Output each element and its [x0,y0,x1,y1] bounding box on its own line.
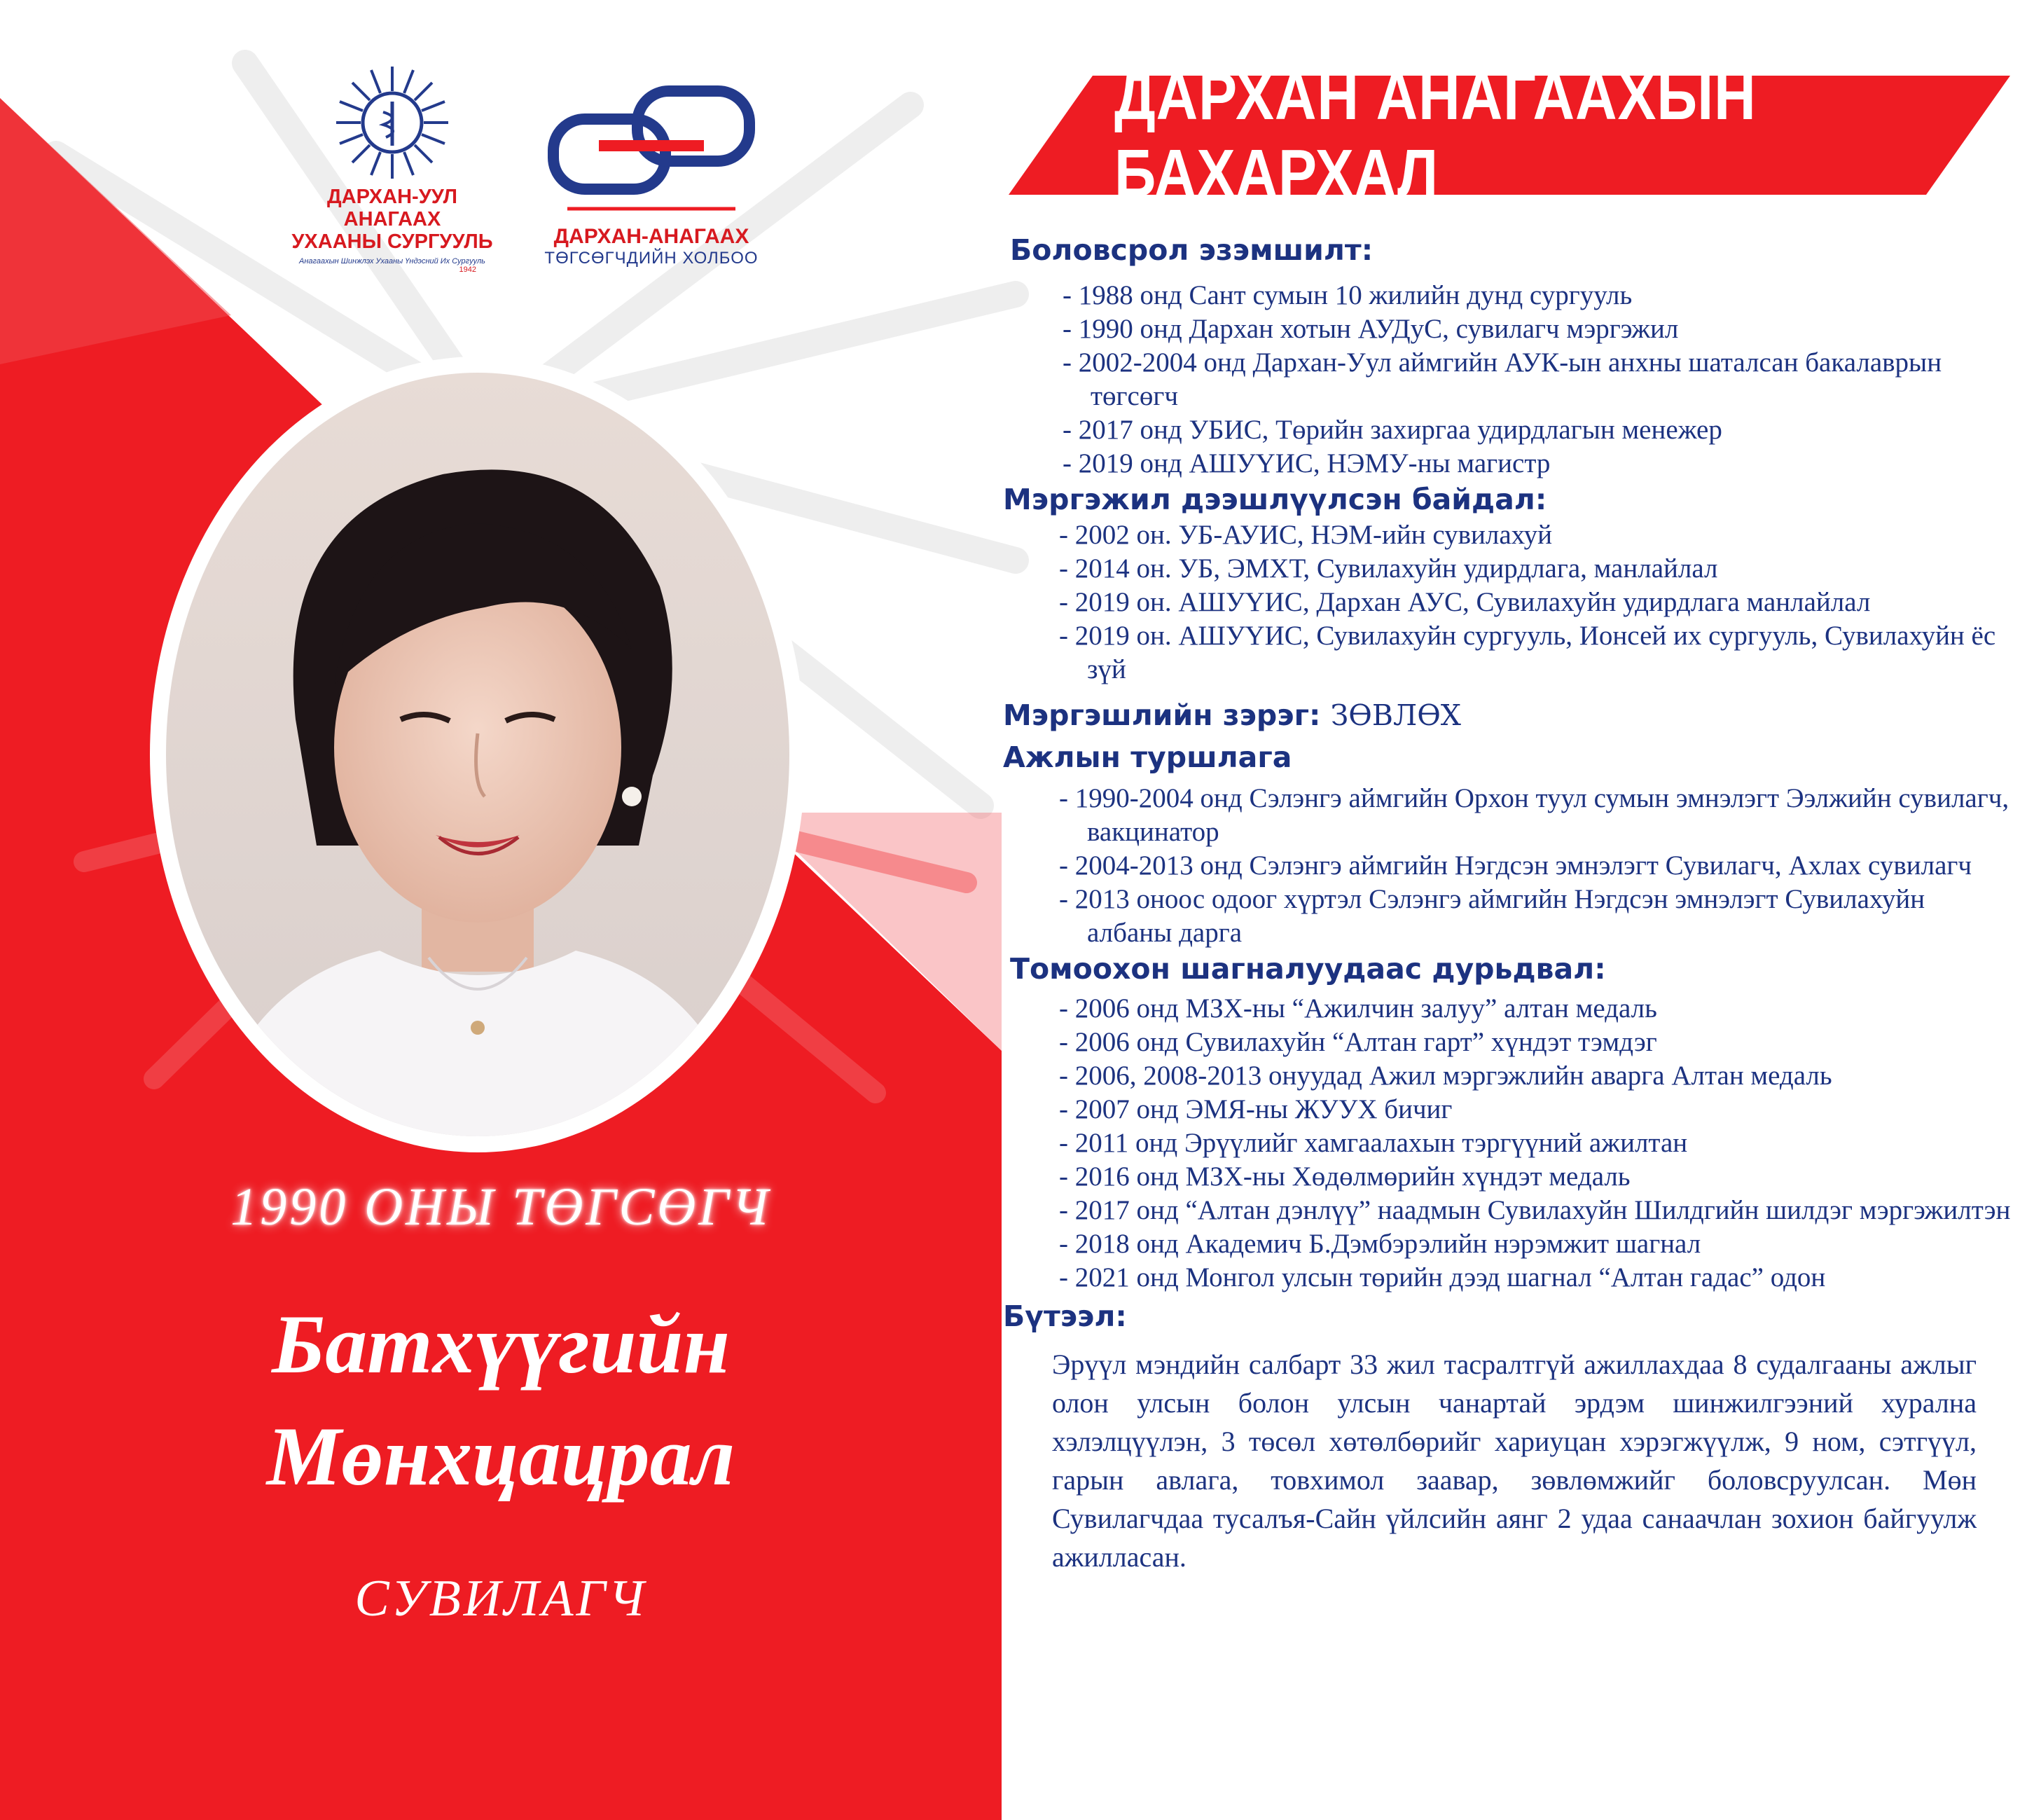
association-name-line1: ДАРХАН-АНАГААХ [553,225,749,248]
page-title: ДАРХАН АНАГААХЫН БАХАРХАЛ [1114,59,1757,211]
list-item: - 2016 онд МЗХ-ны Хөдөлмөрийн хүндэт медаль [1059,1161,1631,1192]
awards-list [1003,992,2012,1295]
list-item: - 2002-2004 онд Дархан-Уул аймгийн АУК-ын анхны шаталсан бакалаврын төгсөгч [1063,347,1942,411]
works-heading: Бүтээл: [1003,1299,1127,1333]
list-item: - 1990-2004 онд Сэлэнгэ аймгийн Орхон туул сумын эмнэлэгт Ээлжийн сувилагч, вакцинатор [1059,783,2009,847]
portrait-photo [148,355,807,1154]
list-item: - 2006 онд МЗХ-ны “Ажилчин залуу” алтан медаль [1059,993,1657,1023]
rank-label: Мэргэшлийн зэрэг: [1003,698,1321,732]
school-logo [280,63,504,274]
biography-content [1003,231,2012,1576]
person-name-first-line: Батхүүгийн [272,1297,730,1391]
training-list [1003,518,2012,687]
education-heading: Боловсрол эзэмшилт: [1010,233,1374,267]
experience-heading: Ажлын туршлага [1003,740,1292,774]
list-item: - 2018 онд Академич Б.Дэмбэрэлийн нэрэмжит шагнал [1059,1229,1701,1259]
works-paragraph: Эрүүл мэндийн салбарт 33 жил тасралтгүй ажиллахдаа 8 судалгааны ажлыг олон улсын болон улсын чанартай эрдэм шинжилгээний хурална хэлэлцүүлэн, 3 төсөл хөтөлбөрийг хариуцан хэрэгжүүлж, 9 ном, сэтгүүл, гарын авлага, товхимол заавар, зөвлөмжийг боловсруулсан. Мөн Сувилагчдаа тусалъя-Сайн үйлсийн аянг 2 удаа санаачлан зохион байгуулж ажилласан. [1052,1349,1977,1573]
list-item: - 2013 оноос одоог хүртэл Сэлэнгэ аймгийн Нэгдсэн эмнэлэгт Сувилахуйн албаны дарга [1059,884,1925,948]
association-logo [532,84,770,268]
list-item: - 2019 он. АШУҮИС, Сувилахуйн сургууль, Ионсей их сургууль, Сувилахуйн ёс зүй [1059,621,1996,684]
graduate-year-label: 1990 ОНЫ ТӨГСӨГЧ [230,1178,771,1236]
rank-value: ЗӨВЛӨХ [1330,698,1461,732]
person-name-second-line: Мөнхцацрал [266,1409,735,1503]
rank-line [1003,696,2012,734]
list-item: - 1988 онд Сант сумын 10 жилийн дунд сургууль [1063,280,1633,310]
list-item: - 1990 онд Дархан хотын АУДуС, сувилагч мэргэжил [1063,314,1679,344]
list-item: - 2019 онд АШУҮИС, НЭМУ-ны магистр [1063,448,1551,478]
school-name-line2: УХААНЫ СУРГУУЛЬ [291,230,493,253]
awards-heading: Томоохон шагналуудаас дурьдвал: [1010,952,1606,986]
list-item: - 2017 онд УБИС, Төрийн захиргаа удирдлагын менежер [1063,415,1722,445]
occupation-label: СУВИЛАГЧ [354,1570,647,1627]
list-item: - 2006 онд Сувилахуйн “Алтан гарт” хүндэт тэмдэг [1059,1027,1657,1057]
list-item: - 2006, 2008-2013 онуудад Ажил мэргэжлийн аварга Алтан медаль [1059,1061,1832,1091]
education-list [1003,279,2012,481]
association-name-line2: ТӨГСӨГЧДИЙН ХОЛБОО [544,249,759,268]
school-emblem-icon [333,63,452,182]
list-item: - 2014 он. УБ, ЭМХТ, Сувилахуйн удирдлага, манлайлал [1059,553,1718,584]
training-heading: Мэргэжил дээшлүүлсэн байдал: [1003,483,1547,516]
school-subtitle: Анагаахын Шинжлэх Ухааны Үндэсний Их Сургууль [299,257,485,266]
chain-link-icon [546,84,756,217]
list-item: - 2019 он. АШУҮИС, Дархан АУС, Сувилахуйн удирдлага манлайлал [1059,587,1871,617]
list-item: - 2007 онд ЭМЯ-ны ЖУУХ бичиг [1059,1094,1453,1124]
school-year: 1942 [459,266,476,274]
experience-list [1003,782,2012,950]
list-item: - 2011 онд Эрүүлийг хамгаалахын тэргүүний ажилтан [1059,1128,1688,1158]
school-name-line1: ДАРХАН-УУЛ АНАГААХ [326,186,458,230]
list-item: - 2021 онд Монгол улсын төрийн дээд шагнал “Алтан гадас” одон [1059,1262,1826,1292]
list-item: - 2017 онд “Алтан дэнлүү” наадмын Сувилахуйн Шилдгийн шилдэг мэргэжилтэн [1059,1195,2011,1225]
list-item: - 2004-2013 онд Сэлэнгэ аймгийн Нэгдсэн эмнэлэгт Сувилагч, Ахлах сувилагч [1059,850,1972,881]
list-item: - 2002 он. УБ-АУИС, НЭМ-ийн сувилахуй [1059,520,1553,550]
